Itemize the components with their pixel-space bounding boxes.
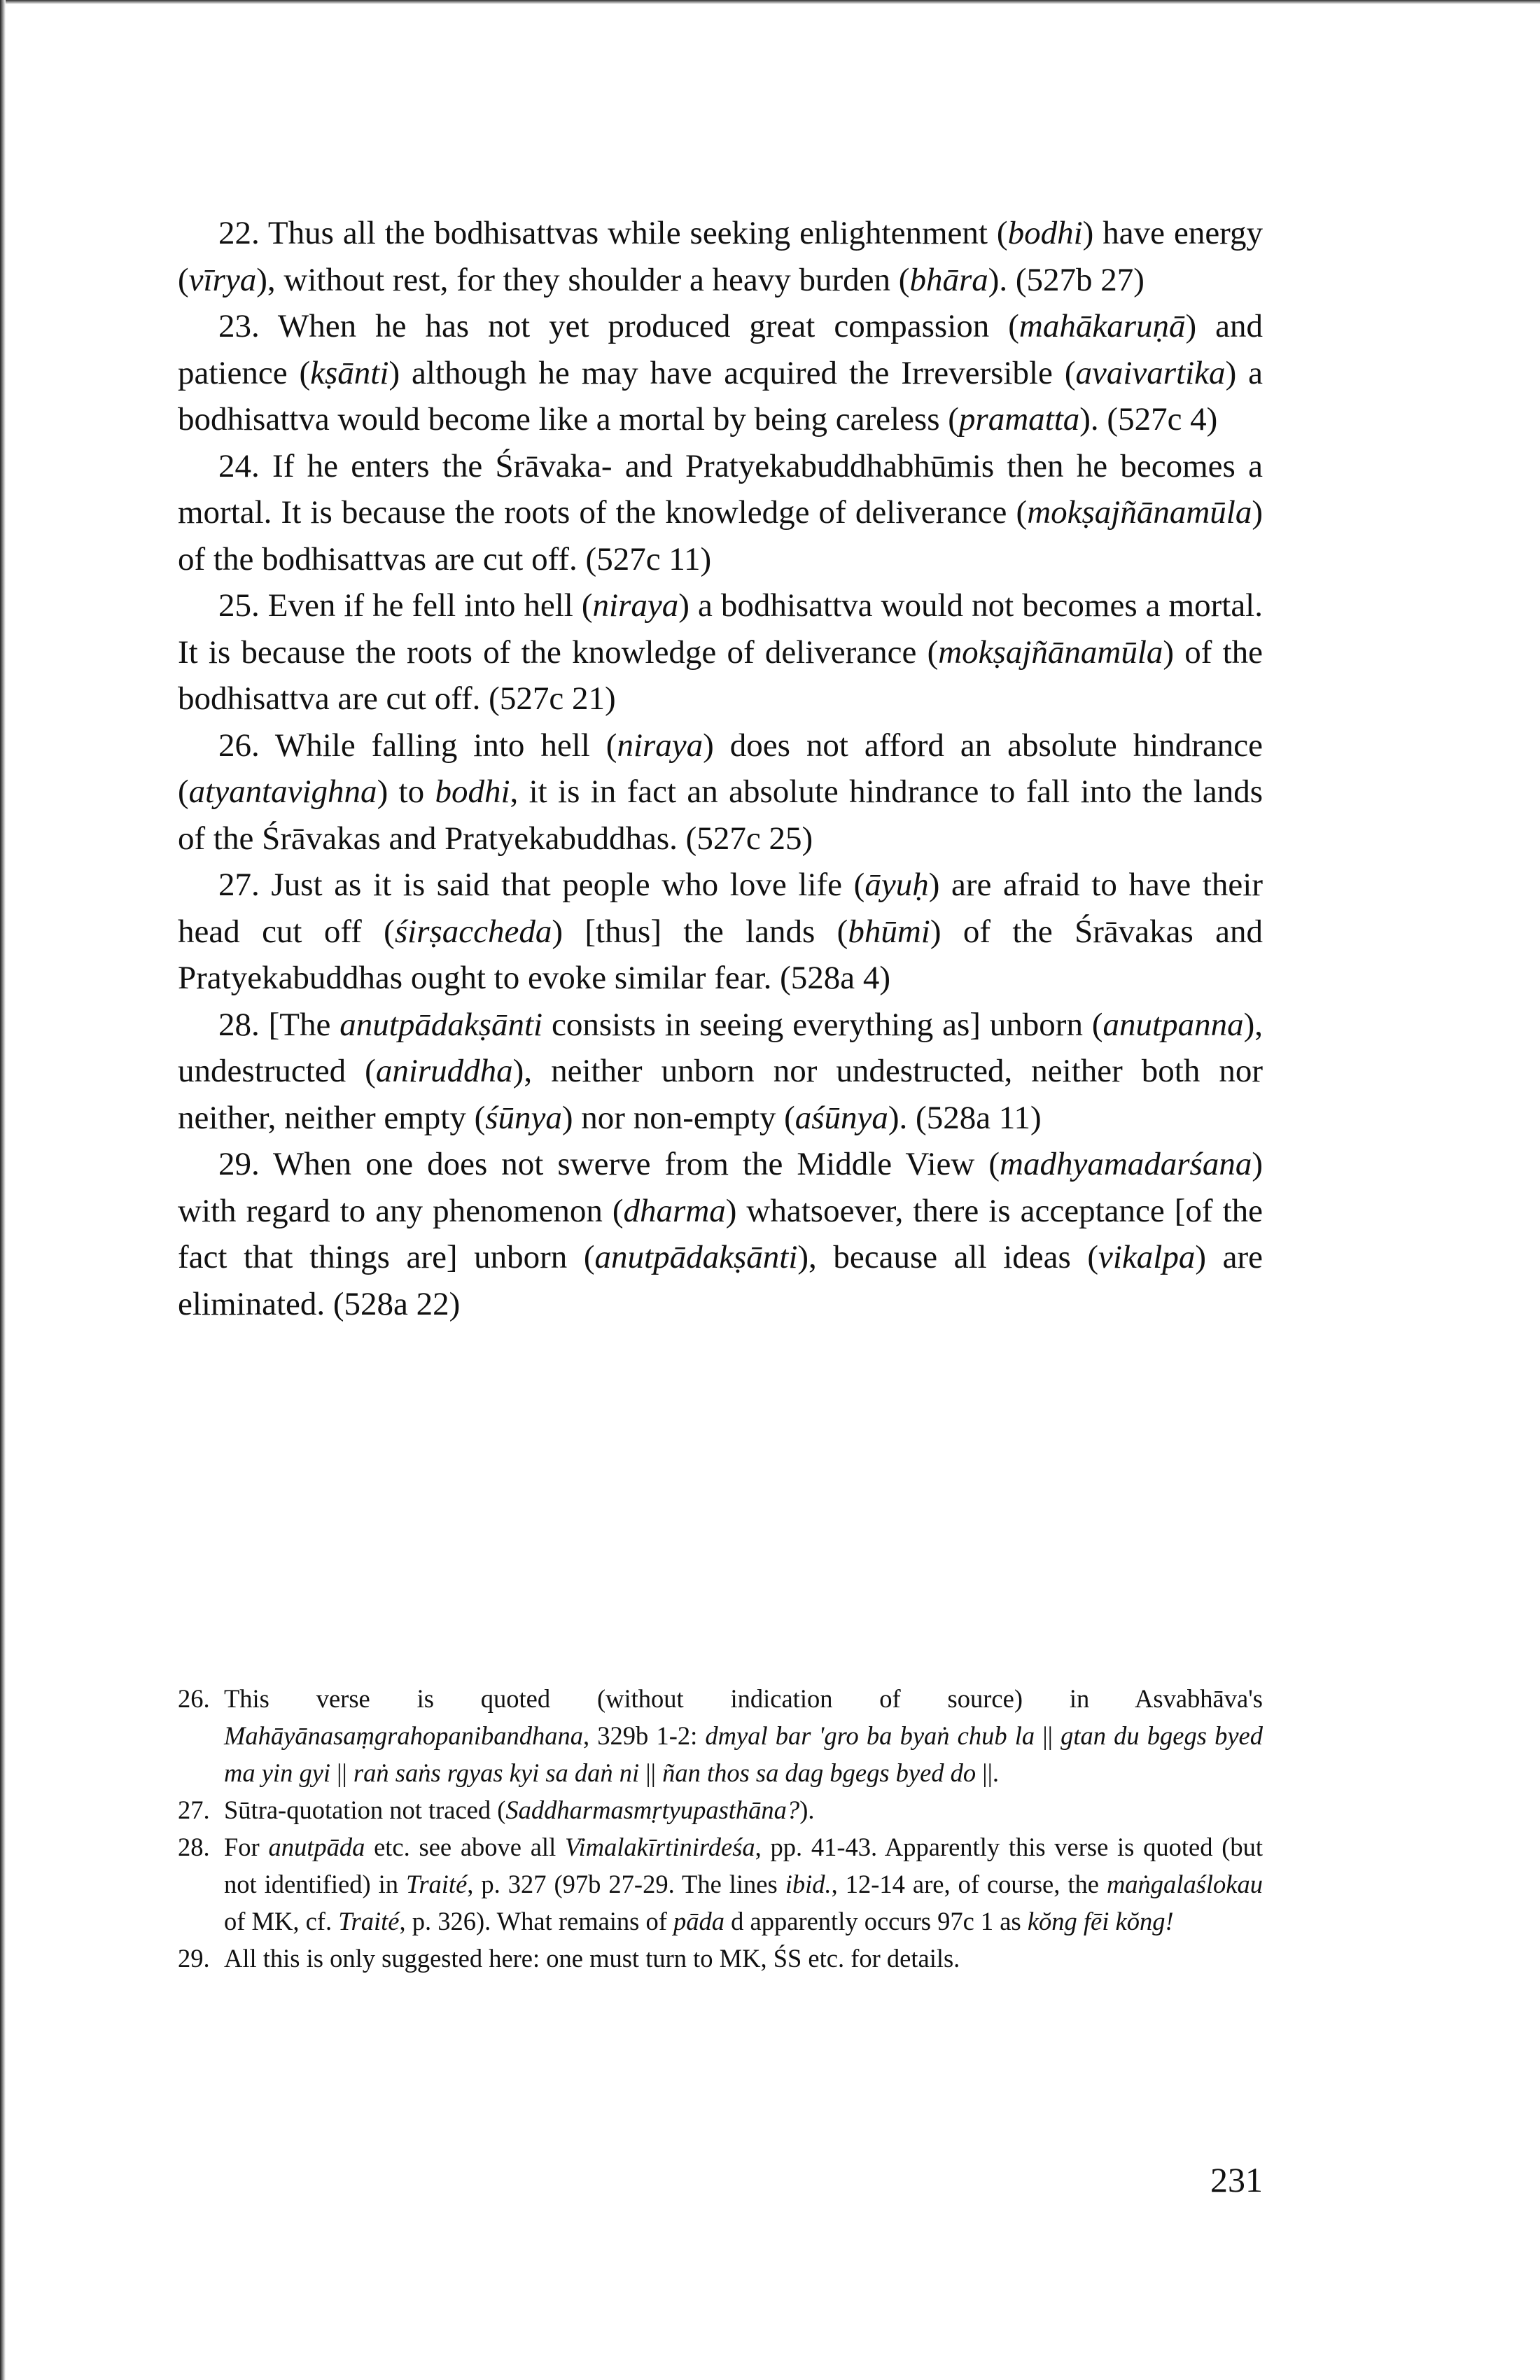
italic-term: madhyamadarśana: [1000, 1146, 1252, 1182]
text-run: ) are eliminated. (528a 22): [178, 1239, 1263, 1322]
text-run: ) whatsoever, there is acceptance [of the fact that things are] unborn (: [178, 1192, 1263, 1275]
italic-term: vīrya: [188, 261, 257, 298]
italic-term: Traité: [338, 1907, 400, 1935]
italic-term: kṣānti: [310, 354, 389, 391]
italic-term: raṅ saṅs rgyas kyi sa daṅ ni: [353, 1758, 640, 1787]
text-run: Sūtra-quotation not traced (: [224, 1795, 506, 1824]
italic-term: niraya: [592, 587, 679, 624]
text-run: ) of the Śrāvakas and Pratyekabuddhas ought to evoke similar fear. (528a 4): [178, 913, 1263, 996]
text-run: ) nor non-empty (: [561, 1099, 795, 1136]
text-run: ), undestructed (: [178, 1006, 1263, 1089]
verse-paragraph: [178, 1141, 1263, 1327]
italic-term: āyuḥ: [864, 867, 929, 903]
text-run: 29. When one does not swerve from the Middle View (: [218, 1146, 1000, 1182]
italic-term: aśūnya: [794, 1099, 888, 1136]
text-run: , it is in fact an absolute hindrance to fall into the lands of the Śrāvakas and Pratyekabuddhas. (527c 25): [178, 774, 1263, 857]
text-run: 27. Just as it is said that people who love life (: [218, 867, 865, 903]
text-run: d apparently occurs 97c 1 as: [724, 1907, 1028, 1935]
footnote: [178, 1828, 1263, 1940]
italic-term: Saddharmasmṛtyupasthāna?: [505, 1795, 800, 1824]
italic-term: anutpāda: [268, 1833, 365, 1861]
text-run: of MK, cf.: [224, 1907, 339, 1935]
italic-term: śūnya: [485, 1099, 562, 1136]
italic-term: bhūmi: [848, 913, 930, 950]
text-run: ) of the bodhisattva are cut off. (527c 21): [178, 634, 1263, 717]
footnote-text: [224, 1828, 1263, 1940]
italic-term: atyantavighna: [188, 774, 377, 810]
italic-term: mokṣajñānamūla: [1027, 494, 1252, 531]
text-run: ||: [330, 1758, 354, 1787]
italic-term: niraya: [617, 727, 704, 764]
text-run: ) and patience (: [178, 308, 1263, 391]
text-run: ).: [799, 1795, 815, 1824]
footnote-number: 29.: [178, 1944, 210, 1973]
page-number: 231: [1210, 2160, 1263, 2199]
text-run: ). (527c 4): [1079, 401, 1218, 438]
italic-term: avaivartika: [1075, 354, 1226, 391]
text-run: ). (527b 27): [988, 261, 1144, 298]
italic-term: dmyal bar 'gro ba byaṅ chub la: [705, 1721, 1035, 1750]
italic-term: Mahāyānasaṃgrahopanibandhana: [224, 1721, 584, 1750]
italic-term: śirṣaccheda: [394, 913, 552, 950]
text-run: All this is only suggested here: one must turn to MK, ŚS etc. for details.: [224, 1944, 960, 1973]
footnote: [178, 1791, 1263, 1828]
text-run: ), because all ideas (: [797, 1239, 1099, 1275]
text-run: ) a bodhisattva would not becomes a mortal. It is because the roots of the knowledge of deliverance (: [178, 587, 1263, 671]
text-run: ) [thus] the lands (: [552, 913, 848, 950]
text-run: ) with regard to any phenomenon (: [178, 1146, 1263, 1229]
footnotes: [178, 1680, 1263, 1977]
italic-term: vikalpa: [1098, 1239, 1196, 1275]
text-run: ) to: [377, 774, 435, 810]
italic-term: anutpādakṣānti: [340, 1006, 543, 1043]
footnote: [178, 1940, 1263, 1977]
verse-paragraph: [178, 1002, 1263, 1142]
italic-term: bodhi: [1007, 215, 1083, 251]
text-run: For: [224, 1833, 269, 1861]
text-run: ) of the bodhisattvas are cut off. (527c 11): [178, 494, 1263, 578]
text-run: 22. Thus all the bodhisattvas while seeking enlightenment (: [218, 215, 1008, 251]
footnote-text: [224, 1940, 1263, 1977]
text-run: ), neither unborn nor undestructed, neither both nor neither, neither empty (: [178, 1053, 1263, 1136]
italic-term: Vimalakīrtinirdeśa: [564, 1833, 755, 1861]
text-run: ). (528a 11): [888, 1099, 1042, 1136]
italic-term: pramatta: [958, 401, 1080, 438]
italic-term: pāda: [673, 1907, 725, 1935]
footnote-number: 28.: [178, 1833, 210, 1861]
verse-paragraph: [178, 443, 1263, 583]
text-run: ||.: [976, 1758, 1000, 1787]
verse-paragraph: [178, 862, 1263, 1002]
verse-paragraph: [178, 722, 1263, 862]
verse-paragraph: [178, 210, 1263, 303]
italic-term: bhāra: [909, 261, 988, 298]
footnote-number: 27.: [178, 1795, 210, 1824]
italic-term: ibid.: [785, 1870, 832, 1898]
footnote-text: [224, 1791, 1263, 1828]
text-run: , pp. 41-43. Apparently this verse is quoted (but not identified) in: [224, 1833, 1263, 1898]
scan-edge: [0, 0, 1540, 4]
italic-term: kŏng fēi kŏng!: [1027, 1907, 1174, 1935]
text-run: , 329b 1-2:: [583, 1721, 706, 1750]
italic-term: ñan thos sa dag bgegs byed do: [662, 1758, 976, 1787]
italic-term: aniruddha: [375, 1053, 513, 1089]
italic-term: maṅgalaślokau: [1106, 1870, 1263, 1898]
italic-term: Traité: [406, 1870, 468, 1898]
text-run: ) a bodhisattva would become like a mortal by being careless (: [178, 354, 1264, 438]
text-run: 26. While falling into hell (: [218, 727, 617, 764]
text-run: ) have energy (: [178, 215, 1263, 298]
italic-term: anutpanna: [1102, 1006, 1244, 1043]
text-run: This verse is quoted (without indication of source) in Asvabhāva's: [224, 1684, 1263, 1713]
verse-paragraph: [178, 303, 1263, 443]
italic-term: bodhi: [435, 774, 510, 810]
scan-edge: [0, 0, 6, 2380]
text-run: ||: [1035, 1721, 1061, 1750]
italic-term: gtan du bgegs byed ma yin gyi: [224, 1721, 1263, 1787]
text-run: ||: [639, 1758, 663, 1787]
text-run: ), without rest, for they shoulder a heavy burden (: [256, 261, 910, 298]
italic-term: dharma: [623, 1192, 726, 1229]
text-run: 24. If he enters the Śrāvaka- and Pratyekabuddhabhūmis then he becomes a mortal. It is because the roots of the knowledge of deliverance (: [178, 447, 1263, 531]
italic-term: anutpādakṣānti: [594, 1239, 798, 1275]
footnote-text: [224, 1680, 1263, 1791]
text-run: 23. When he has not yet produced great compassion (: [218, 308, 1019, 344]
text-run: 28. [The: [218, 1006, 340, 1043]
text-run: etc. see above all: [365, 1833, 565, 1861]
main-text: [178, 210, 1263, 1327]
italic-term: mokṣajñānamūla: [938, 634, 1163, 671]
italic-term: mahākaruṇā: [1018, 308, 1186, 344]
text-run: 25. Even if he fell into hell (: [218, 587, 593, 624]
text-run: ) does not afford an absolute hindrance (: [178, 727, 1264, 810]
text-run: , p. 326). What remains of: [399, 1907, 674, 1935]
verse-paragraph: [178, 582, 1263, 722]
text-run: consists in seeing everything as] unborn (: [542, 1006, 1103, 1043]
text-run: , 12-14 are, of course, the: [831, 1870, 1107, 1898]
text-run: ) are afraid to have their head cut off (: [178, 867, 1263, 950]
text-run: ) although he may have acquired the Irreversible (: [388, 354, 1076, 391]
text-run: , p. 327 (97b 27-29. The lines: [467, 1870, 785, 1898]
footnote: [178, 1680, 1263, 1791]
footnote-number: 26.: [178, 1684, 210, 1713]
